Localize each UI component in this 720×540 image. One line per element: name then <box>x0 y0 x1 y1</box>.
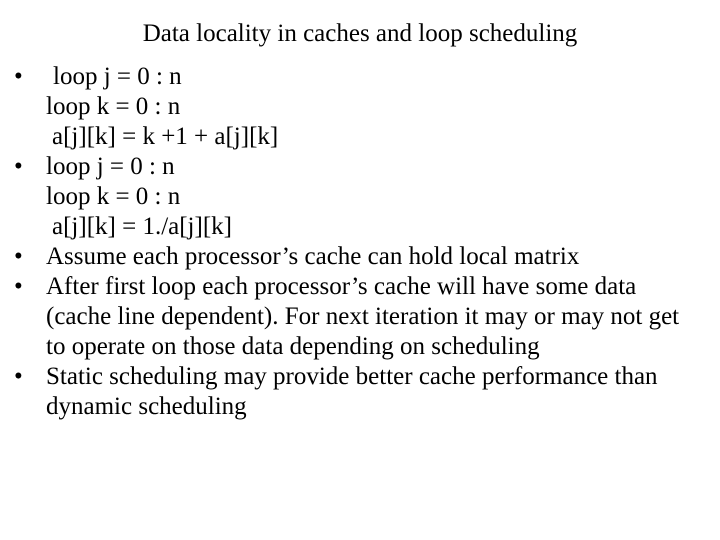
bullet-text: After first loop each processor’s cache will have some data (cache line dependent). For next iteration it may or may not get to operate on those data depending on scheduling <box>46 273 680 360</box>
bullet-list <box>14 62 704 422</box>
bullet-item-after-first-loop <box>14 272 704 362</box>
bullet-text: Static scheduling may provide better cache performance than dynamic scheduling <box>46 363 658 420</box>
code-line: a[j][k] = k +1 + a[j][k] <box>52 123 279 150</box>
code-line: loop j = 0 : n <box>46 153 175 180</box>
bullet-icon: • <box>14 363 23 390</box>
bullet-icon: • <box>14 63 23 90</box>
code-line: a[j][k] = 1./a[j][k] <box>52 213 232 240</box>
code-line: loop k = 0 : n <box>46 183 181 210</box>
slide-title: Data locality in caches and loop scheduling <box>142 20 578 47</box>
bullet-item-static-scheduling <box>14 362 704 422</box>
bullet-icon: • <box>14 243 23 270</box>
bullet-item-loop-2 <box>14 152 704 242</box>
code-line: loop j = 0 : n <box>53 63 182 90</box>
bullet-icon: • <box>14 153 23 180</box>
code-line: loop k = 0 : n <box>46 93 181 120</box>
bullet-icon: • <box>14 273 23 300</box>
bullet-text: Assume each processor’s cache can hold local matrix <box>46 243 580 270</box>
bullet-item-cache-assumption <box>14 242 704 272</box>
bullet-item-loop-1 <box>14 62 704 152</box>
